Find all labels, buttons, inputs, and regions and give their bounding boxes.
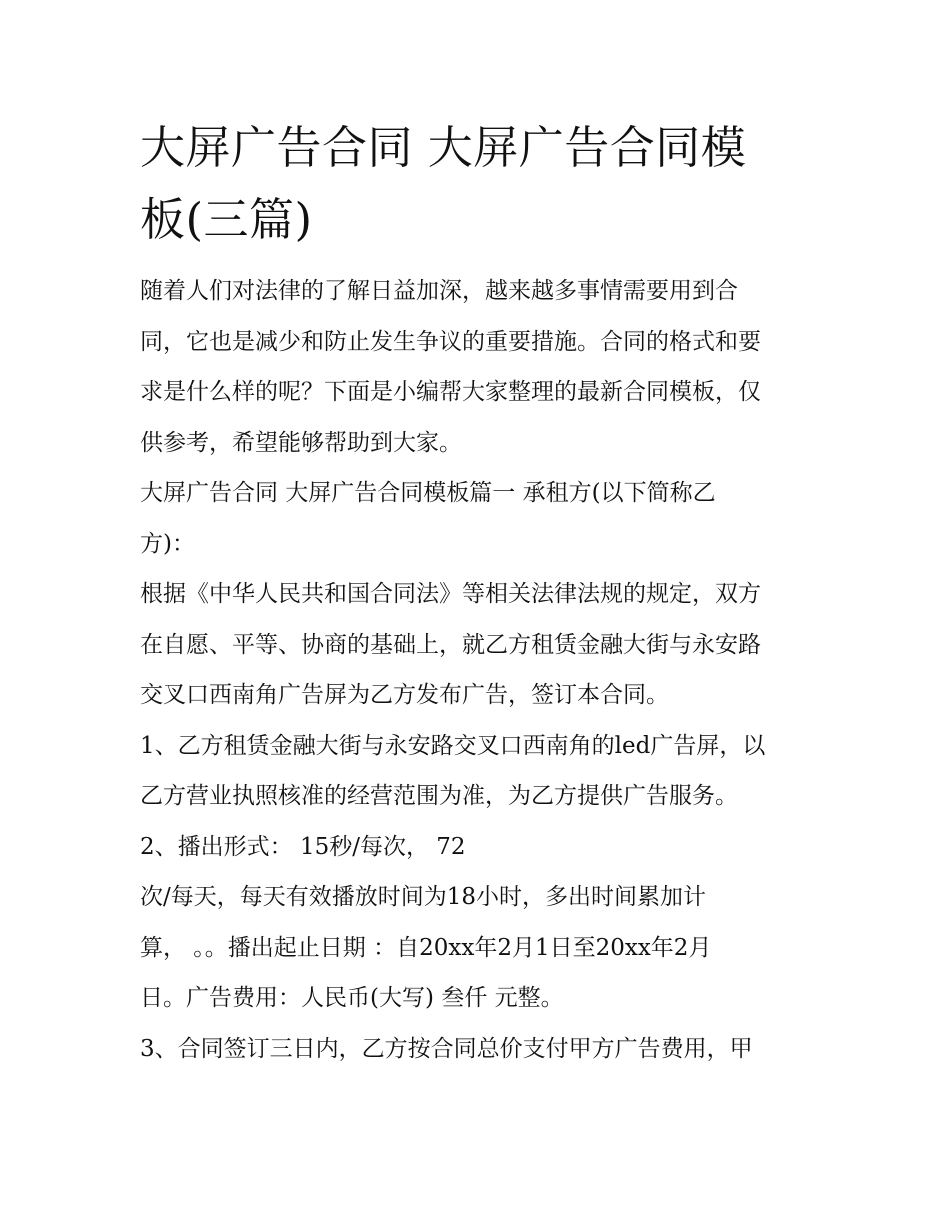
- document-body: [140, 112, 820, 1074]
- document-title: 大屏广告合同 大屏广告合同模 板(三篇): [140, 121, 747, 246]
- clause-2-detail-paragraph: 次/每天，每天有效播放时间为18小时，多出时间累加计 算， 。。播出起止日期 ：自20xx年2月1日至20xx年2月 日。广告费用：人民币(大写) 叁仟 元整。: [140, 884, 712, 1011]
- legal-basis-paragraph: 根据《中华人民共和国合同法》等相关法律法规的规定，双方 在自愿、平等、协商的基础上，就乙方租赁金融大街与永安路 交叉口西南角广告屏为乙方发布广告，签订本合同。: [140, 581, 761, 708]
- clause-2-paragraph: 2、播出形式： 15秒/每次， 72: [140, 833, 466, 860]
- clause-3-paragraph: 3、合同签订三日内，乙方按合同总价支付甲方广告费用，甲: [140, 1035, 753, 1062]
- clause-1-paragraph: 1、乙方租赁金融大街与永安路交叉口西南角的led广告屏，以 乙方营业执照核准的经营范围为准，为乙方提供广告服务。: [140, 732, 766, 809]
- intro-paragraph: 随着人们对法律的了解日益加深，越来越多事情需要用到合 同，它也是减少和防止发生争议的重要措施。合同的格式和要 求是什么样的呢？下面是小编帮大家整理的最新合同模板，仅 供参考，希望能够帮助到大家。: [140, 278, 761, 456]
- section-heading-paragraph: 大屏广告合同 大屏广告合同模板篇一 承租方(以下简称乙 方)：: [140, 480, 716, 557]
